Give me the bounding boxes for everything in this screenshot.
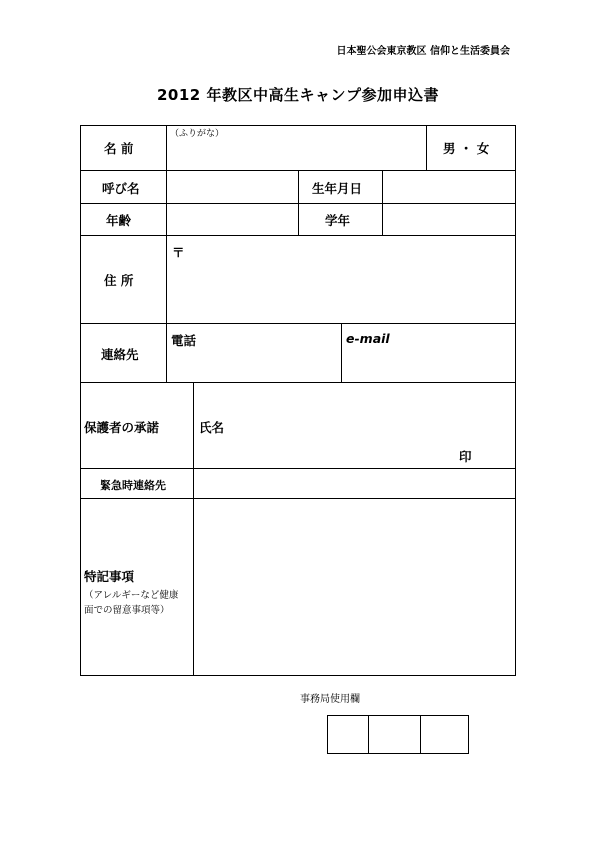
postal-mark: 〒 bbox=[172, 245, 185, 260]
office-use-box-2[interactable] bbox=[369, 716, 420, 752]
form-title: 2012 年教区中高生キャンプ参加申込書 bbox=[157, 86, 439, 104]
address-field[interactable] bbox=[167, 236, 514, 322]
nickname-label: 呼び名 bbox=[102, 181, 140, 196]
seal-label: 印 bbox=[459, 449, 472, 464]
grade-field[interactable] bbox=[383, 204, 514, 234]
name-label: 名 前 bbox=[104, 141, 134, 156]
birthdate-field[interactable] bbox=[383, 171, 514, 202]
phone-field[interactable] bbox=[167, 324, 340, 381]
organization-name: 日本聖公会東京教区 信仰と生活委員会 bbox=[336, 46, 510, 57]
office-use-box-1[interactable] bbox=[328, 716, 368, 752]
grade-label: 学年 bbox=[325, 213, 351, 228]
nickname-field[interactable] bbox=[167, 171, 297, 202]
furigana-label: （ふりがな） bbox=[170, 129, 225, 139]
phone-label: 電話 bbox=[171, 333, 197, 348]
email-label: e-mail bbox=[346, 331, 390, 346]
notes-hint-line2: 面での留意事項等） bbox=[84, 605, 170, 616]
address-label: 住 所 bbox=[104, 273, 134, 288]
special-notes-label: 特記事項 bbox=[84, 569, 135, 584]
birthdate-label: 生年月日 bbox=[312, 181, 363, 196]
office-use-label: 事務局使用欄 bbox=[300, 694, 360, 705]
office-use-box-3[interactable] bbox=[421, 716, 467, 752]
notes-hint-line1: （アレルギーなど健康 bbox=[84, 590, 179, 601]
emergency-contact-label: 緊急時連絡先 bbox=[100, 479, 166, 492]
gender-selector[interactable]: 男 ・ 女 bbox=[443, 141, 490, 156]
emergency-contact-field[interactable] bbox=[194, 469, 514, 497]
guardian-name-label: 氏名 bbox=[199, 420, 225, 435]
name-field[interactable] bbox=[167, 138, 425, 169]
special-notes-field[interactable] bbox=[194, 499, 514, 674]
email-field[interactable] bbox=[342, 324, 514, 381]
age-field[interactable] bbox=[167, 204, 297, 234]
guardian-consent-label: 保護者の承諾 bbox=[84, 420, 160, 435]
contact-label: 連絡先 bbox=[101, 347, 139, 362]
age-label: 年齢 bbox=[106, 213, 132, 228]
